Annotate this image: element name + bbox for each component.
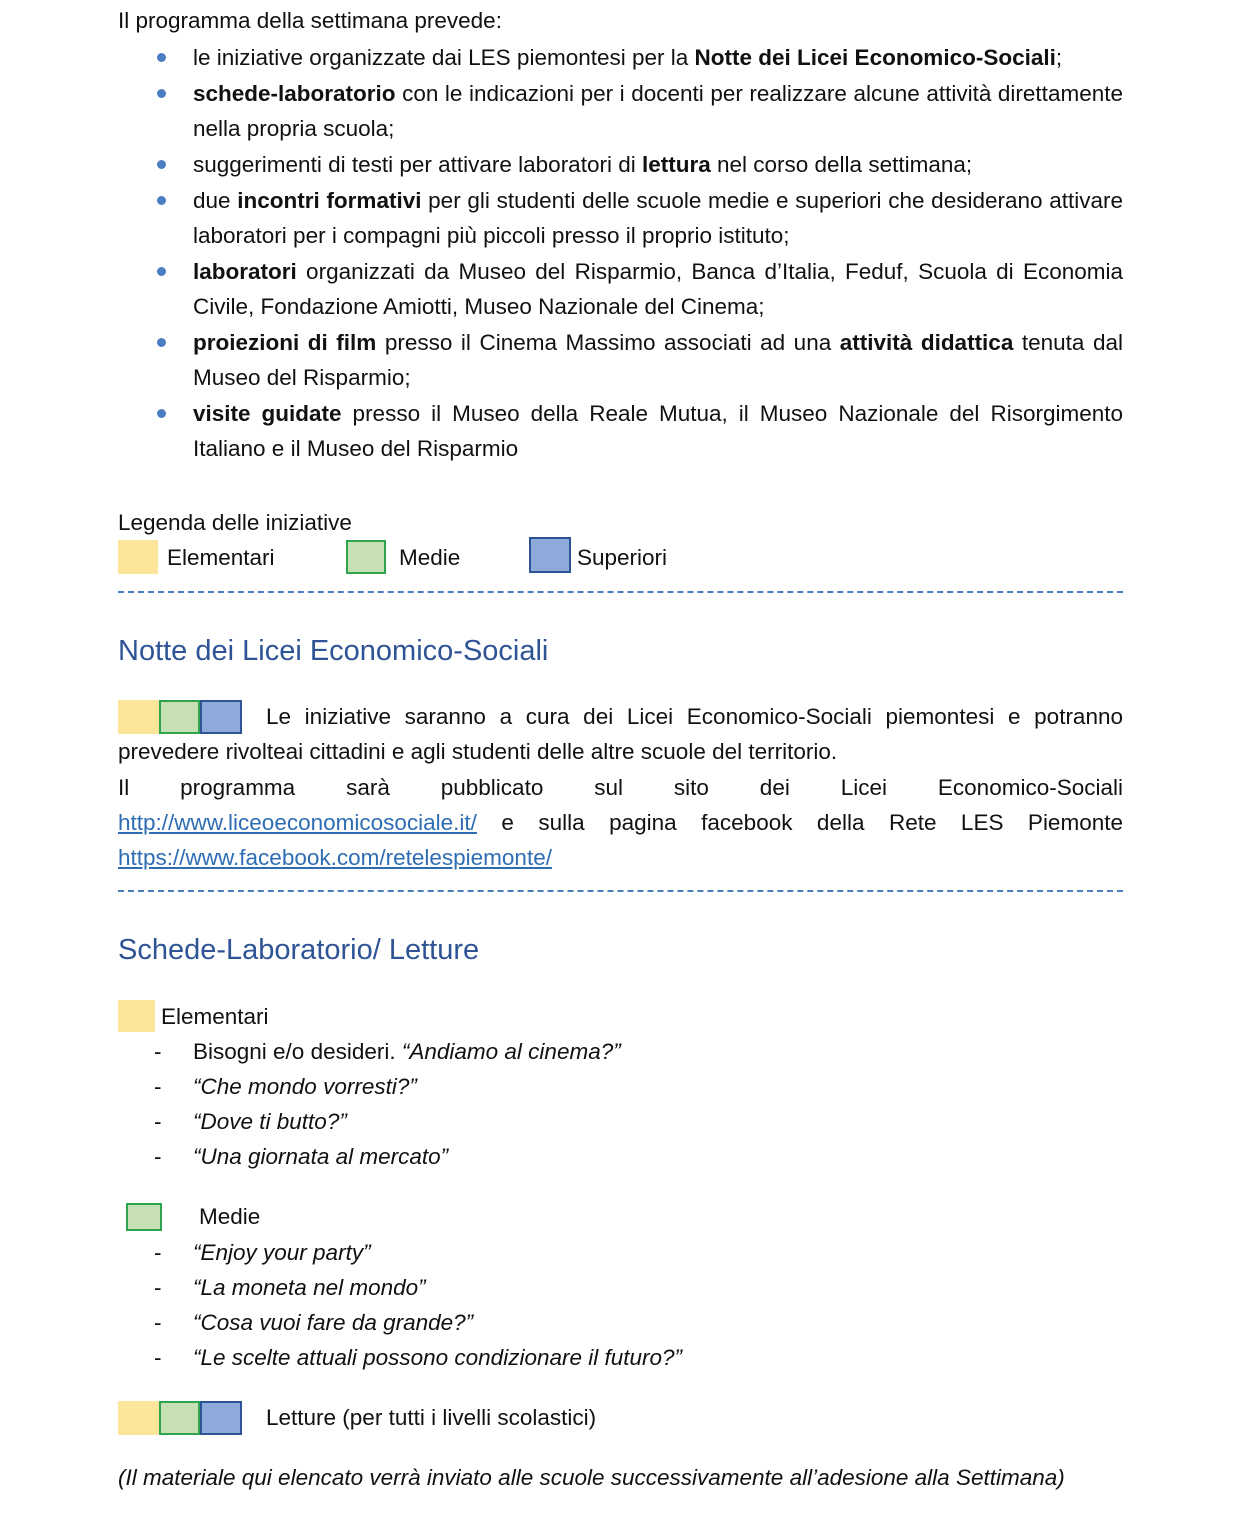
notte-text-line: Il programma sarà pubblicato sul sito dei Licei Economico-Sociali (118, 775, 1123, 800)
liceo-website-link[interactable]: http://www.liceoeconomicosociale.it/ (118, 810, 477, 835)
superiori-swatch (200, 700, 242, 734)
notte-heading: Notte dei Licei Economico-Sociali (118, 635, 549, 667)
footnote: (Il materiale qui elencato verrà inviato alle scuole successivamente all’adesione alla Settimana) (118, 1465, 1065, 1490)
medie-swatch (126, 1203, 162, 1231)
legend-title: Legenda delle iniziative (118, 510, 352, 535)
elementari-label: Elementari (161, 1004, 269, 1029)
superiori-swatch (529, 537, 571, 573)
letture-label: Letture (per tutti i livelli scolastici) (266, 1405, 597, 1430)
bullet-icon (157, 196, 166, 205)
bullet-icon (157, 89, 166, 98)
elementari-swatch (118, 540, 158, 574)
list-item: laboratori organizzati da Museo del Risparmio, Banca d’Italia, Feduf, Scuola di Economia Civile, Fondazione Amiotti, Museo Nazionale del Cinema; (118, 254, 1123, 324)
bullet-icon (157, 53, 166, 62)
list-item: proiezioni di film presso il Cinema Massimo associati ad una attività didattica tenuta dal Museo del Risparmio; (118, 325, 1123, 395)
list-item: schede-laboratorio con le indicazioni per i docenti per realizzare alcune attività direttamente nella propria scuola; (118, 76, 1123, 146)
bullet-icon (157, 160, 166, 169)
section-divider (118, 591, 1123, 593)
schede-heading: Schede-Laboratorio/ Letture (118, 934, 480, 966)
medie-label: Medie (199, 1204, 261, 1229)
elementari-swatch (118, 1000, 155, 1032)
legend-elementari: Elementari (167, 545, 275, 570)
medie-list (118, 1235, 682, 1375)
list-item: - “Che mondo vorresti?” (154, 1074, 417, 1099)
list-item: suggerimenti di testi per attivare laboratori di lettura nel corso della settimana; (118, 147, 1123, 182)
legend-medie: Medie (399, 545, 461, 570)
list-item: due incontri formativi per gli studenti delle scuole medie e superiori che desiderano attivare laboratori per i compagni più piccoli presso il proprio istituto; (118, 183, 1123, 253)
facebook-line (118, 840, 552, 875)
elementari-list (118, 1034, 621, 1174)
list-item: le iniziative organizzate dai LES piemontesi per la Notte dei Licei Economico-Sociali; (118, 40, 1123, 75)
list-item: - “Cosa vuoi fare da grande?” (154, 1310, 474, 1335)
list-item: - “Dove ti butto?” (154, 1109, 347, 1134)
list-item: visite guidate presso il Museo della Reale Mutua, il Museo Nazionale del Risorgimento Italiano e il Museo del Risparmio (118, 396, 1123, 466)
legend-superiori: Superiori (577, 545, 668, 570)
list-item: - “Una giornata al mercato” (154, 1144, 449, 1169)
bullet-icon (157, 338, 166, 347)
intro-text: Il programma della settimana prevede: (118, 8, 502, 33)
bullet-icon (157, 409, 166, 418)
facebook-link[interactable]: https://www.facebook.com/retelespiemonte/ (118, 845, 552, 870)
medie-swatch (159, 1401, 200, 1435)
list-item: - “La moneta nel mondo” (154, 1275, 426, 1300)
list-item: - “Enjoy your party” (154, 1240, 371, 1265)
elementari-swatch (118, 1401, 159, 1435)
medie-swatch (159, 700, 200, 734)
notte-text-mid: e sulla pagina facebook della Rete LES Piemonte (476, 810, 1123, 835)
superiori-swatch (200, 1401, 242, 1435)
list-item: - Bisogni e/o desideri. “Andiamo al cinema?” (154, 1039, 621, 1064)
elementari-swatch (118, 700, 159, 734)
section-divider (118, 890, 1123, 892)
notte-text-line: prevedere rivolteai cittadini e agli studenti delle altre scuole del territorio. (118, 739, 838, 764)
notte-link-line (118, 805, 1123, 840)
medie-swatch (346, 540, 386, 574)
list-item: - “Le scelte attuali possono condizionare il futuro?” (154, 1345, 683, 1370)
bullet-icon (157, 267, 166, 276)
program-list (118, 40, 1123, 467)
notte-text-line: Le iniziative saranno a cura dei Licei Economico-Sociali piemontesi e potranno (266, 704, 1123, 729)
